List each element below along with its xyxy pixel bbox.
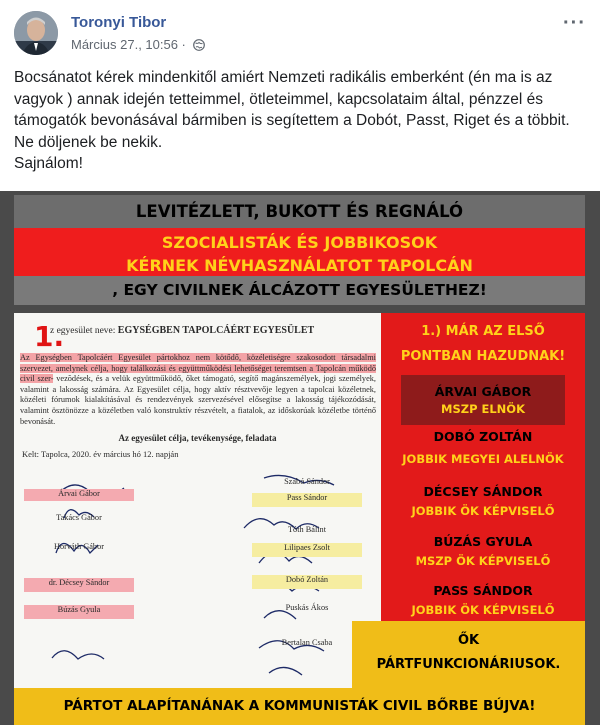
- doc-para-rest: vezõdések, és a velük együttműködő, őket támogató, segítő magánszemélyek, jogi személyek, valamint a lakosság számára. Az Egyesület célja, hogy aktív résztvevője legyen a tapolcai közéletnek, közéleti fórumok kialakításával és rendezvények szervezésével elősegítse a lakosság tájékozódását, valamint ösztönözze a közéletben való konstruktív részvételt, a fiatalok, az időskorúak közéletbe történő bevonását.: [20, 374, 376, 426]
- person-name: BÚZÁS GYULA: [433, 534, 533, 549]
- avatar-photo-icon: [14, 11, 58, 55]
- signer-left: Takács Gábor: [56, 513, 102, 522]
- image-band-red: [14, 228, 585, 276]
- signer-left: Árvai Gábor: [24, 489, 134, 501]
- post-text-line: Bocsánatot kérek mindenkitől amiért Nemzeti radikális emberként (én ma is az vagyok ) annak idején tetteimmel, ötleteimmel, kapcsolataim által, pénzzel és támogatók bevonásával bármiben is segítettem a Dobót, Passt, Riget és a többit. Ne döljenek be nekik.: [14, 69, 570, 151]
- image-band-mid: , EGY CIVILNEK ÁLCÁZOTT EGYESÜLETHEZ!: [14, 276, 585, 305]
- author-avatar[interactable]: [14, 11, 58, 55]
- globe-icon[interactable]: [193, 39, 205, 51]
- scanned-document: [14, 313, 381, 725]
- person-name: DOBÓ ZOLTÁN: [433, 429, 533, 444]
- post-text-line: Sajnálom!: [14, 155, 83, 172]
- person-role: JOBBIK MEGYEI ALELNÖK: [402, 452, 564, 466]
- signer-right: Tóth Bálint: [287, 525, 327, 534]
- doc-subtitle: Az egyesület célja, tevékenysége, feladata: [118, 433, 277, 443]
- doc-head-name: EGYSÉGBEN TAPOLCÁÉRT EGYESÜLET: [117, 325, 315, 336]
- post-timestamp[interactable]: Március 27., 10:56 ·: [71, 37, 186, 52]
- person-role: JOBBIK ÖK KÉPVISELŐ: [411, 504, 555, 518]
- signer-right: Lilipaes Zsolt: [252, 543, 362, 557]
- post-meta: [71, 37, 205, 52]
- doc-number: 1.: [34, 320, 65, 353]
- person-name: ÁRVAI GÁBOR: [434, 384, 532, 399]
- person-role: MSZP ÖK KÉPVISELŐ: [415, 554, 551, 568]
- person-name: DÉCSEY SÁNDOR: [423, 484, 543, 499]
- accusation-panel: [381, 313, 585, 621]
- signer-right: Pass Sándor: [252, 493, 362, 507]
- image-band-red-line2: KÉRNEK NÉVHASZNÁLATOT TAPOLCÁN: [126, 256, 473, 275]
- yellow-line2: PÁRTFUNKCIONÁRIUSOK.: [376, 657, 561, 672]
- signer-left: Horváth Gábor: [54, 542, 104, 551]
- yellow-line1: ŐK: [457, 633, 480, 648]
- person-role: JOBBIK ÖK KÉPVISELŐ: [411, 603, 555, 617]
- doc-head-label: z egyesület neve:: [50, 326, 116, 336]
- functionaries-box: [352, 621, 585, 688]
- person-name: PASS SÁNDOR: [433, 583, 533, 598]
- doc-date: Kelt: Tapolca, 2020. év március hó 12. napján: [22, 449, 179, 459]
- panel-dark-block: [401, 375, 565, 425]
- post-image[interactable]: [0, 191, 600, 725]
- image-band-bottom: PÁRTOT ALAPÍTANÁNAK A KOMMUNISTÁK CIVIL BŐRBE BÚJVA!: [14, 688, 585, 725]
- panel-head-line2: PONTBAN HAZUDNAK!: [400, 349, 566, 364]
- signer-left: dr. Décsey Sándor: [24, 578, 134, 592]
- panel-heading: [381, 319, 585, 369]
- signer-right: Bertalan Csaba: [281, 638, 333, 647]
- doc-heading: [50, 325, 314, 336]
- person-role: MSZP ELNÖK: [441, 402, 525, 416]
- author-name[interactable]: Toronyi Tibor: [71, 14, 167, 31]
- image-band-top: LEVITÉZLETT, BUKOTT ÉS REGNÁLÓ: [14, 195, 585, 228]
- signer-right: Puskás Ákos: [285, 603, 329, 612]
- doc-para-highlight: Az Egységben Tapolcáért Egyesület pártokhoz nem kötődő, közéletiségre szakosodott társadalmi szervezet, amelynek célja, hogy találkozási és együttműködési lehetőséget teremtsen a Tapolcán működő civil szer-: [20, 353, 376, 384]
- signer-right: Szabó Sándor: [284, 477, 330, 486]
- doc-paragraph: [20, 353, 376, 427]
- more-options-icon[interactable]: ···: [563, 12, 586, 34]
- signer-right: Dobó Zoltán: [252, 575, 362, 589]
- post-body: [14, 67, 589, 175]
- panel-head-line1: 1.) MÁR AZ ELSŐ: [421, 324, 545, 339]
- image-band-red-line1: SZOCIALISTÁK ÉS JOBBIKOSOK: [161, 233, 438, 252]
- signer-left: Búzás Gyula: [24, 605, 134, 619]
